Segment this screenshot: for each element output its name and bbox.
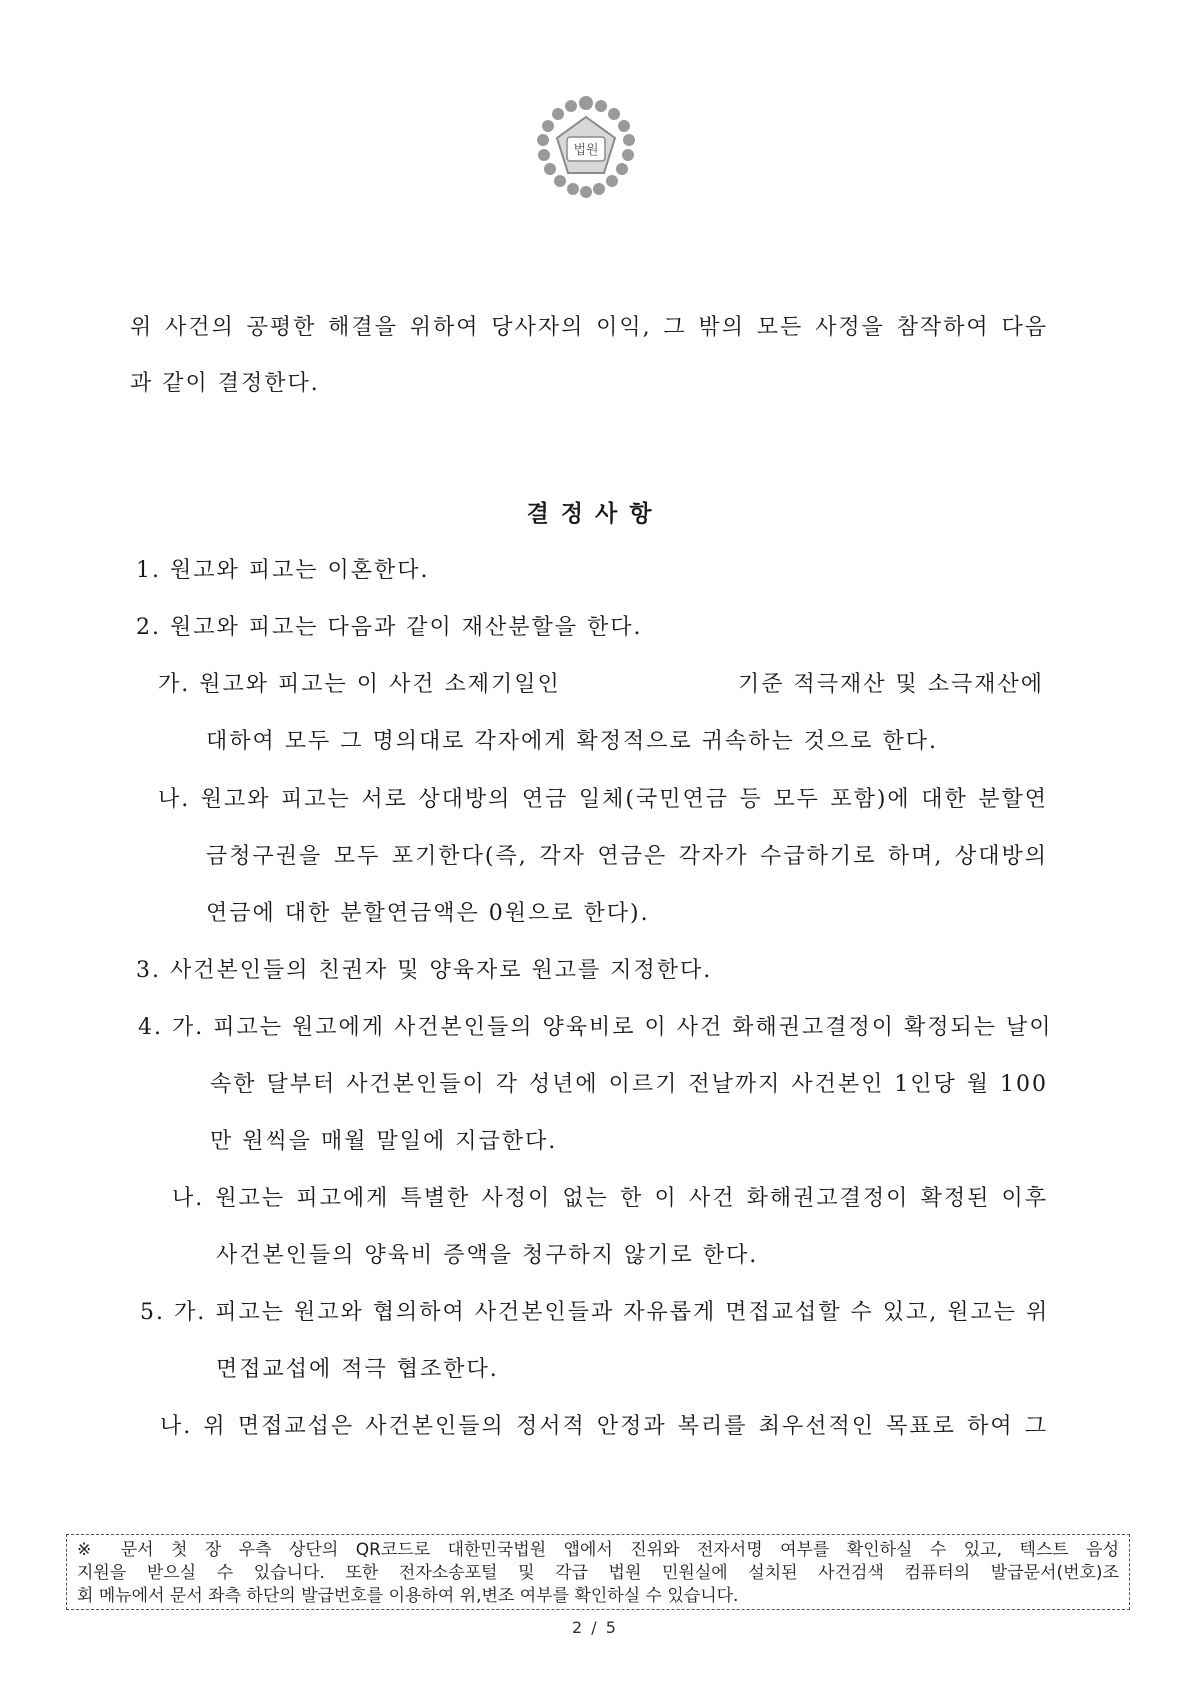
item-4-na-line-2: 사건본인들의 양육비 증액을 청구하지 않기로 한다. bbox=[216, 1243, 759, 1268]
page-number: 2 / 5 bbox=[572, 1618, 618, 1637]
item-5-ga-line-2: 면접교섭에 적극 협조한다. bbox=[216, 1357, 499, 1382]
intro-line-1: 위 사건의 공평한 해결을 위하여 당사자의 이익, 그 밖의 모든 사정을 참작하여 다음 bbox=[130, 315, 1048, 340]
seal-label: 법원 bbox=[573, 143, 599, 158]
section-heading: 결정사항 bbox=[526, 501, 664, 527]
item-2-na-line-2: 금청구권을 모두 포기한다(즉, 각자 연금은 각자가 수급하기로 하며, 상대방의 bbox=[206, 844, 1048, 869]
item-2-ga-line-2: 대하여 모두 그 명의대로 각자에게 확정적으로 귀속하는 것으로 한다. bbox=[206, 729, 938, 754]
notice-line-2: 지원을 받으실 수 있습니다. 또한 전자소송포털 및 각급 법원 민원실에 설치된 사건검색 컴퓨터의 발급문서(번호)조 bbox=[77, 1563, 1119, 1583]
item-1: 1. 원고와 피고는 이혼한다. bbox=[136, 558, 430, 583]
notice-line-1: ※ 문서 첫 장 우측 상단의 QR코드로 대한민국법원 앱에서 진위와 전자서명 여부를 확인하실 수 있고, 텍스트 음성 bbox=[77, 1540, 1119, 1560]
item-2-na-line-1: 나. 원고와 피고는 서로 상대방의 연금 일체(국민연금 등 모두 포함)에 대한 분할연 bbox=[158, 787, 1048, 812]
item-4-ga-line-1: 4. 가. 피고는 원고에게 사건본인들의 양육비로 이 사건 화해권고결정이 확정되는 날이 bbox=[138, 1015, 1053, 1040]
item-5-na-line-1: 나. 위 면접교섭은 사건본인들의 정서적 안정과 복리를 최우선적인 목표로 하여 그 bbox=[160, 1414, 1048, 1439]
item-4-ga-line-2: 속한 달부터 사건본인들이 각 성년에 이르기 전날까지 사건본인 1인당 월 100 bbox=[210, 1072, 1048, 1097]
item-4-ga-line-3: 만 원씩을 매월 말일에 지급한다. bbox=[210, 1129, 558, 1154]
notice-line-3: 회 메뉴에서 문서 좌측 하단의 발급번호를 이용하여 위,변조 여부를 확인하실 수 있습니다. bbox=[77, 1586, 739, 1606]
item-5-ga-line-1: 5. 가. 피고는 원고와 협의하여 사건본인들과 자유롭게 면접교섭할 수 있고, 원고는 위 bbox=[140, 1300, 1050, 1325]
item-4-na-line-1: 나. 원고는 피고에게 특별한 사정이 없는 한 이 사건 화해권고결정이 확정된 이후 bbox=[172, 1186, 1048, 1211]
item-2-ga-line-1b: 기준 적극재산 및 소극재산에 bbox=[738, 672, 1045, 697]
verification-notice bbox=[66, 1534, 1130, 1610]
item-2-na-line-3: 연금에 대한 분할연금액은 0원으로 한다). bbox=[206, 901, 650, 926]
court-seal-icon bbox=[531, 93, 641, 203]
intro-line-2: 과 같이 결정한다. bbox=[130, 371, 320, 396]
item-2: 2. 원고와 피고는 다음과 같이 재산분할을 한다. bbox=[136, 615, 643, 640]
item-3: 3. 사건본인들의 친권자 및 양육자로 원고를 지정한다. bbox=[136, 958, 713, 983]
item-2-ga-line-1a: 가. 원고와 피고는 이 사건 소제기일인 bbox=[158, 672, 561, 697]
